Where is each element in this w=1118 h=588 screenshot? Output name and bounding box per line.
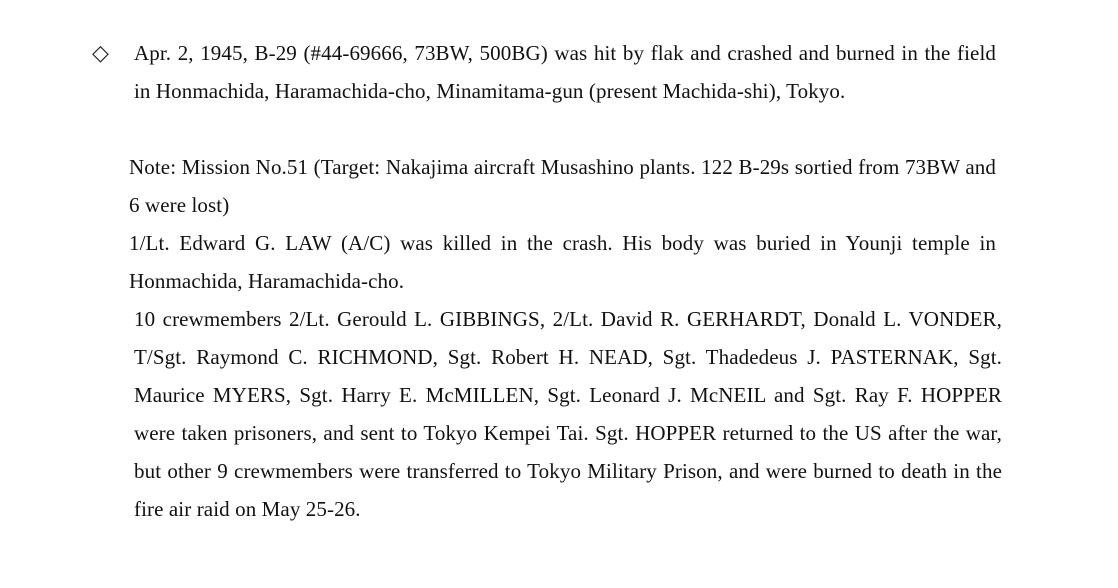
mission-note-paragraph: Note: Mission No.51 (Target: Nakajima aircraft Musashino plants. 122 B-29s sortied from 73BW and 6 were lost): [129, 155, 996, 217]
casualty-paragraph: 1/Lt. Edward G. LAW (A/C) was killed in the crash. His body was buried in Younji temple in Honmachida, Haramachida-cho.: [129, 231, 996, 293]
incident-paragraph: Apr. 2, 1945, B-29 (#44-69666, 73BW, 500BG) was hit by flak and crashed and burned in the field in Honmachida, Haramachida-cho, Minamitama-gun (present Machida-shi), Tokyo.: [134, 41, 996, 103]
diamond-bullet-icon: ◇: [92, 40, 109, 65]
crew-fate-paragraph: 10 crewmembers 2/Lt. Gerould L. GIBBINGS, 2/Lt. David R. GERHARDT, Donald L. VONDER, T/Sgt. Raymond C. RICHMOND, Sgt. Robert H. NEAD, Sgt. Thadedeus J. PASTERNAK, Sgt. Maurice MYERS, Sgt. Harry E. McMILLEN, Sgt. Leonard J. McNEIL and Sgt. Ray F. HOPPER were taken prisoners, and sent to Tokyo Kempei Tai. Sgt. HOPPER returned to the US after the war, but other 9 crewmembers were transferred to Tokyo Military Prison, and were burned to death in the fire air raid on May 25-26.: [134, 307, 1002, 521]
